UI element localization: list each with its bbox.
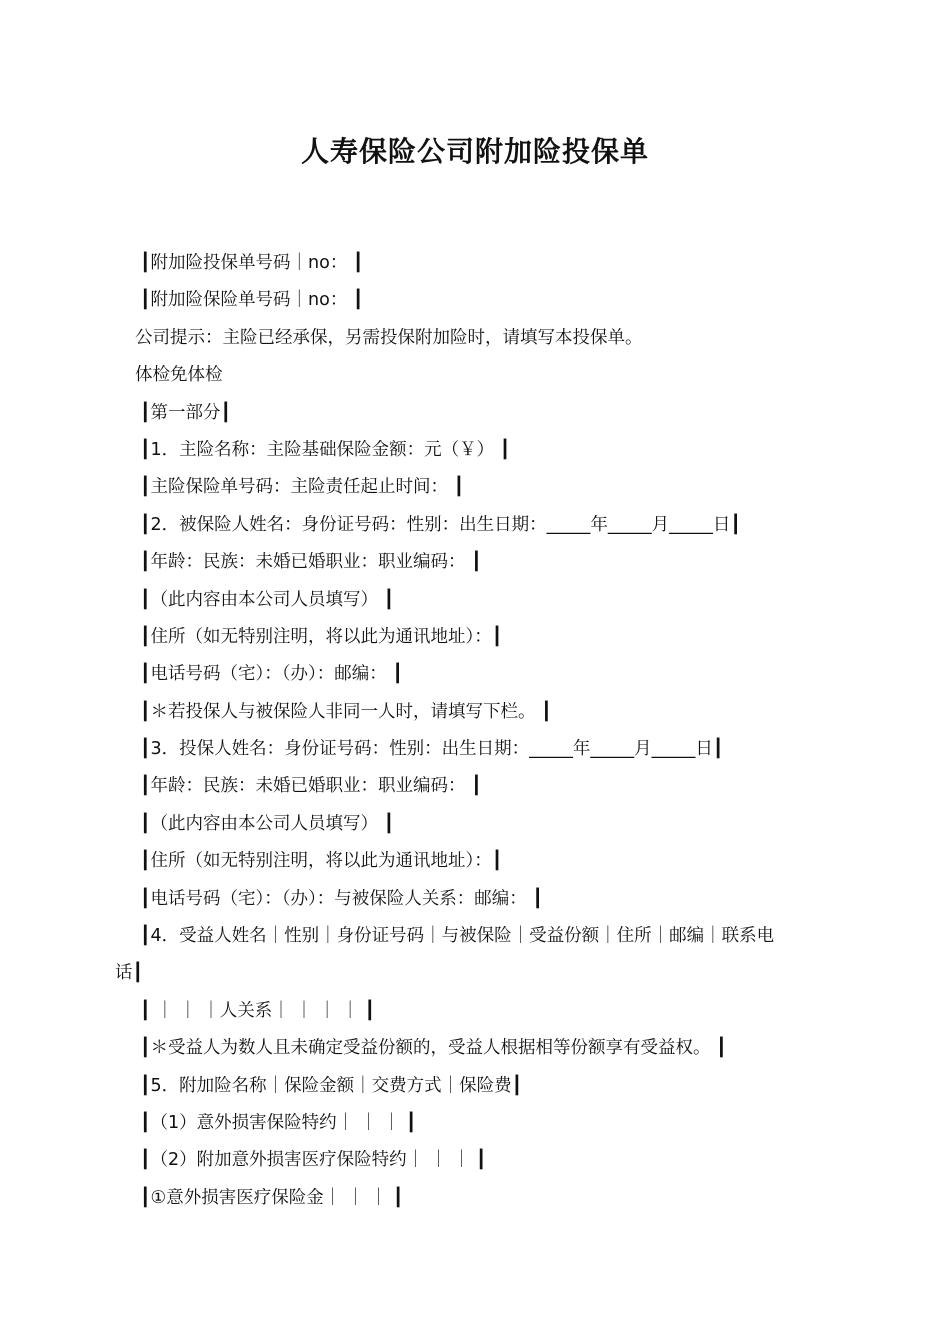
insured-address-line: ┃住所（如无特别注明，将以此为通讯地址）：┃ [140,626,503,647]
policyholder-age-line: ┃年龄：民族：未婚已婚职业：职业编码： ┃ [140,776,482,797]
supplementary-application-number-line: ┃附加险投保单号码｜no： ┃ [140,253,364,273]
rider-accident-line: ┃（1）意外损害保险特约｜ ｜ ｜ ┃ [140,1112,417,1133]
insured-age-line: ┃年龄：民族：未婚已婚职业：职业编码： ┃ [140,552,482,573]
insured-staff-note-line: ┃（此内容由本公司人员填写） ┃ [140,589,395,610]
supplementary-policy-number-line: ┃附加险保险单号码｜no： ┃ [140,290,364,311]
policyholder-name-line: ┃3．投保人姓名：身份证号码：性别：出生日期：_____年_____月_____日┃ [140,739,724,760]
rider-table-header-line: ┃5．附加险名称｜保险金额｜交费方式｜保险费┃ [140,1075,523,1096]
company-notice-line: 公司提示：主险已经承保，另需投保附加险时，请填写本投保单。 [135,327,643,348]
beneficiary-share-note-line: ┃＊受益人为数人且未确定受益份额的，受益人根据相等份额享有受益权。 ┃ [140,1038,727,1059]
insured-phone-line: ┃电话号码（宅）：（办）：邮编： ┃ [140,664,403,685]
document-title: 人寿保险公司附加险投保单 [300,135,649,168]
rider-accident-medical-line: ┃（2）附加意外损害医疗保险特约｜ ｜ ｜ ┃ [140,1150,487,1171]
policyholder-address-line: ┃住所（如无特别注明，将以此为通讯地址）：┃ [140,851,503,872]
beneficiary-header-continuation: 话┃ [115,963,144,984]
rider-medical-benefit-line: ┃①意外损害医疗保险金｜ ｜ ｜ ┃ [140,1187,404,1208]
form-body [0,245,950,1217]
policyholder-staff-note-line: ┃（此内容由本公司人员填写） ┃ [140,813,395,834]
policyholder-note-line: ┃＊若投保人与被保险人非同一人时，请填写下栏。 ┃ [140,701,552,722]
part-one-heading: ┃第一部分┃ [140,402,232,423]
beneficiary-header-line: ┃4．受益人姓名｜性别｜身份证号码｜与被保险｜受益份额｜住所｜邮编｜联系电 [140,926,775,947]
main-policy-number-line: ┃主险保险单号码：主险责任起止时间： ┃ [140,477,465,498]
medical-exam-line: 体检免体检 [135,365,223,386]
beneficiary-relationship-line: ┃ ｜ ｜ ｜人关系｜ ｜ ｜ ｜ ┃ [140,1000,376,1021]
main-insurance-name-line: ┃1．主险名称：主险基础保险金额：元（￥） ┃ [140,439,511,460]
policyholder-phone-line: ┃电话号码（宅）：（办）：与被保险人关系：邮编： ┃ [140,888,543,909]
insured-name-line: ┃2．被保险人姓名：身份证号码：性别：出生日期：_____年_____月_____日┃ [140,514,741,535]
